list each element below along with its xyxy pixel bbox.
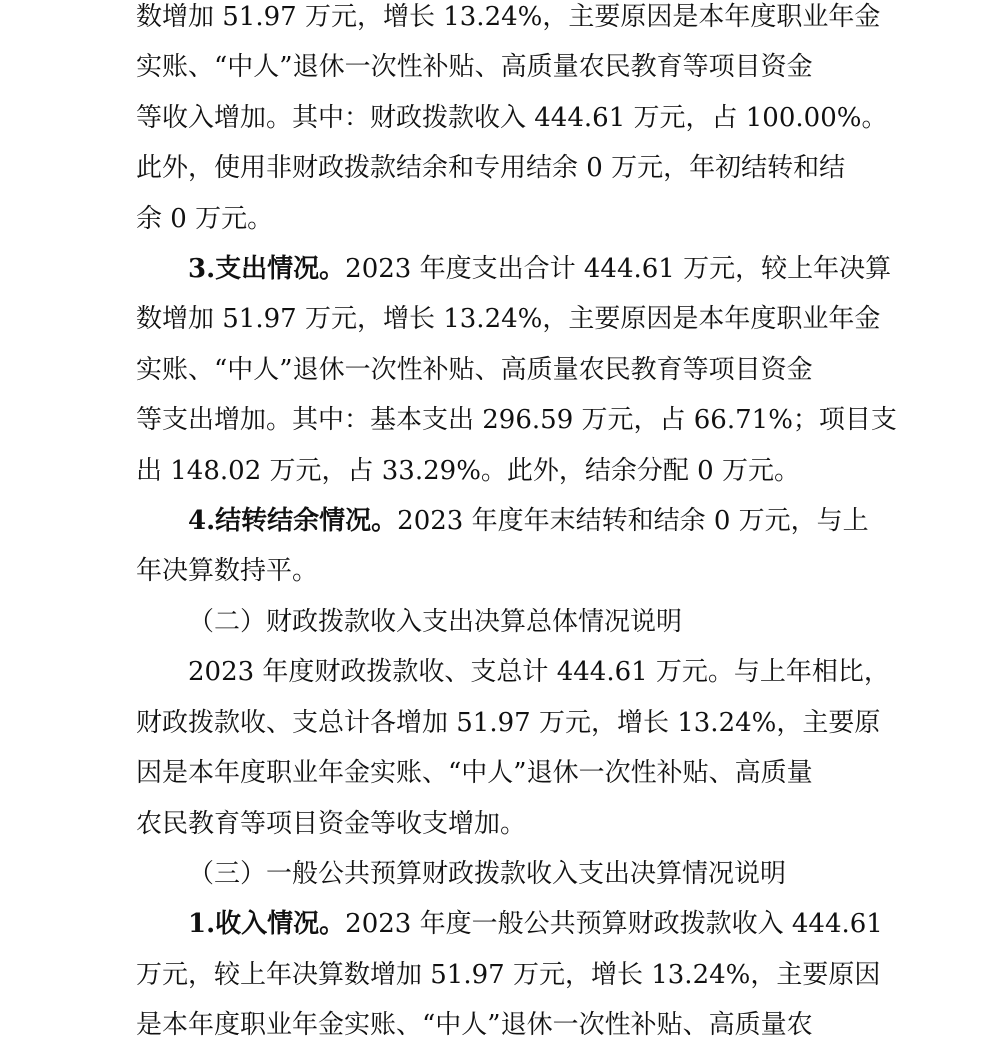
text-line: 是本年度职业年金实账、“中人”退休一次性补贴、高质量农 (136, 1010, 813, 1041)
paragraph-fiscal-overview (136, 647, 890, 849)
text-line: 万元，较上年决算数增加 51.97 万元，增长 13.24%，主要原因 (136, 959, 881, 990)
paragraph-income-continuation (136, 0, 888, 244)
paragraph-lead-heading: 1.收入情况。 (188, 909, 346, 940)
paragraph-first-line-text: 2023 年度年末结转和结余 0 万元，与上 (397, 506, 869, 537)
text-line: 农民教育等项目资金等收支增加。 (136, 808, 527, 839)
text-line: 财政拨款收、支总计各增加 51.97 万元，增长 13.24%，主要原 (136, 707, 881, 738)
text-line: 等支出增加。其中：基本支出 296.59 万元，占 66.71%；项目支 (136, 405, 897, 436)
document-page (136, 0, 897, 1051)
paragraph-lead-heading: 4.结转结余情况。 (188, 506, 398, 537)
text-line: 此外，使用非财政拨款结余和专用结余 0 万元，年初结转和结 (136, 153, 846, 184)
text-line: 实账、“中人”退休一次性补贴、高质量农民教育等项目资金 (136, 354, 813, 385)
text-line: 因是本年度职业年金实账、“中人”退休一次性补贴、高质量 (136, 758, 813, 789)
paragraph-carryover (136, 496, 876, 597)
section-title-fiscal-overview: （二）财政拨款收入支出决算总体情况说明 (188, 606, 683, 637)
text-line: 2023 年度财政拨款收、支总计 444.61 万元。与上年相比， (188, 657, 890, 688)
text-line: 余 0 万元。 (136, 203, 274, 234)
text-line: 年决算数持平。 (136, 556, 319, 587)
paragraph-first-line-text: 2023 年度支出合计 444.61 万元，较上年决算 (345, 254, 892, 285)
section-title-general-budget: （三）一般公共预算财政拨款收入支出决算情况说明 (188, 858, 787, 889)
paragraph-expenditure (136, 244, 897, 496)
text-line (136, 496, 876, 546)
text-line: 实账、“中人”退休一次性补贴、高质量农民教育等项目资金 (136, 52, 813, 83)
text-line: 数增加 51.97 万元，增长 13.24%，主要原因是本年度职业年金 (136, 2, 881, 32)
text-line: 出 148.02 万元，占 33.29%。此外，结余分配 0 万元。 (136, 455, 800, 486)
paragraph-first-line-text: 2023 年度一般公共预算财政拨款收入 444.61 (345, 909, 883, 940)
text-line: 数增加 51.97 万元，增长 13.24%，主要原因是本年度职业年金 (136, 304, 881, 335)
paragraph-lead-heading: 3.支出情况。 (188, 254, 346, 285)
paragraph-general-budget-income (136, 899, 883, 1050)
text-line (136, 244, 892, 294)
text-line (136, 899, 883, 949)
text-line: 等收入增加。其中：财政拨款收入 444.61 万元，占 100.00%。 (136, 102, 888, 133)
